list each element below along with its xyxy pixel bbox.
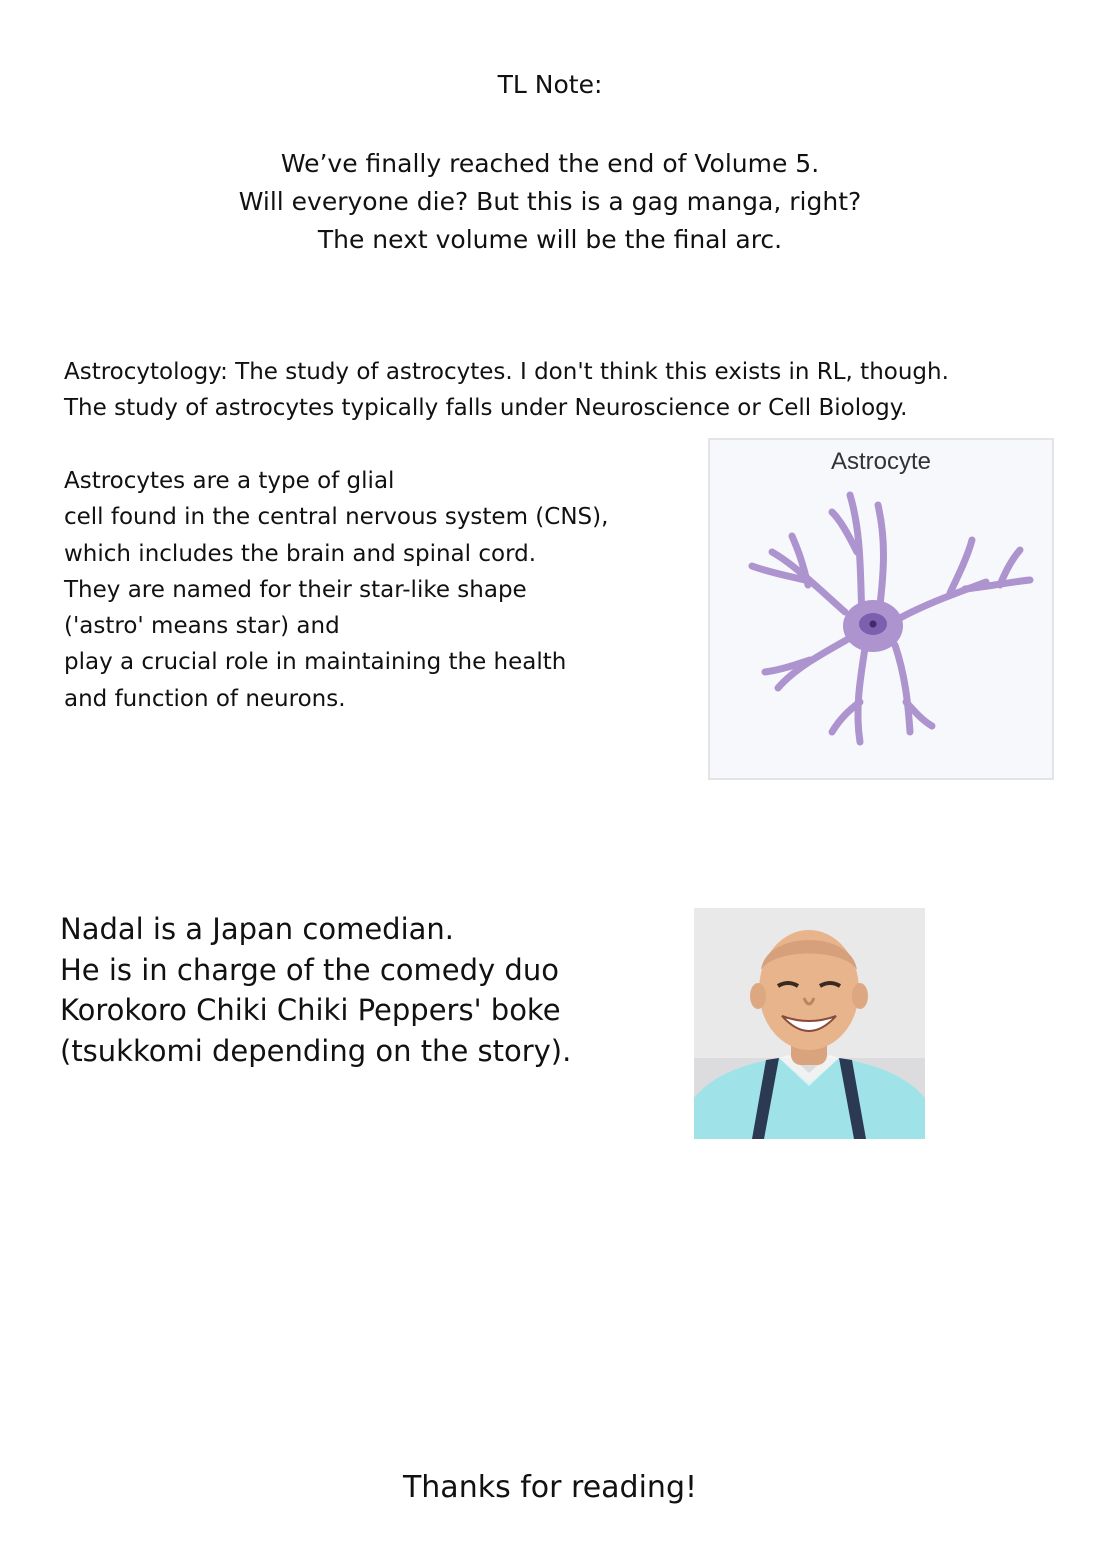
nadal-line: He is in charge of the comedy duo: [60, 952, 559, 987]
astrocyte-description: [64, 463, 608, 717]
astrocyte-figure: [708, 438, 1054, 780]
description-line: They are named for their star-like shape: [64, 576, 527, 603]
closing-text: Thanks for reading!: [402, 1470, 698, 1505]
description-line: ('astro' means star) and: [64, 613, 340, 640]
intro-line: We’ve finally reached the end of Volume 5.: [280, 149, 820, 178]
astrocytology-definition: [64, 354, 949, 426]
figure-title: Astrocyte: [830, 448, 932, 475]
intro-paragraph: [0, 145, 1100, 259]
nadal-line: Nadal is a Japan comedian.: [60, 912, 455, 946]
tl-note-heading: TL Note:: [497, 70, 603, 99]
intro-line: The next volume will be the final arc.: [317, 225, 783, 254]
nadal-line: Korokoro Chiki Chiki Peppers' boke: [60, 993, 561, 1027]
astrocyte-illustration: [710, 440, 1056, 782]
description-line: and function of neurons.: [64, 685, 346, 712]
description-line: play a crucial role in maintaining the health: [64, 649, 567, 676]
intro-line: Will everyone die? But this is a gag manga, right?: [238, 187, 862, 216]
definition-line: The study of astrocytes typically falls under Neuroscience or Cell Biology.: [64, 395, 908, 421]
nadal-note: [60, 909, 571, 1071]
description-line: which includes the brain and spinal cord.: [64, 540, 537, 567]
description-line: Astrocytes are a type of glial: [64, 468, 395, 494]
nadal-photo: [694, 908, 925, 1139]
nadal-line: (tsukkomi depending on the story).: [60, 1033, 572, 1068]
description-line: cell found in the central nervous system (CNS),: [64, 504, 609, 531]
definition-line: Astrocytology: The study of astrocytes. I don't think this exists in RL, though.: [64, 359, 949, 385]
